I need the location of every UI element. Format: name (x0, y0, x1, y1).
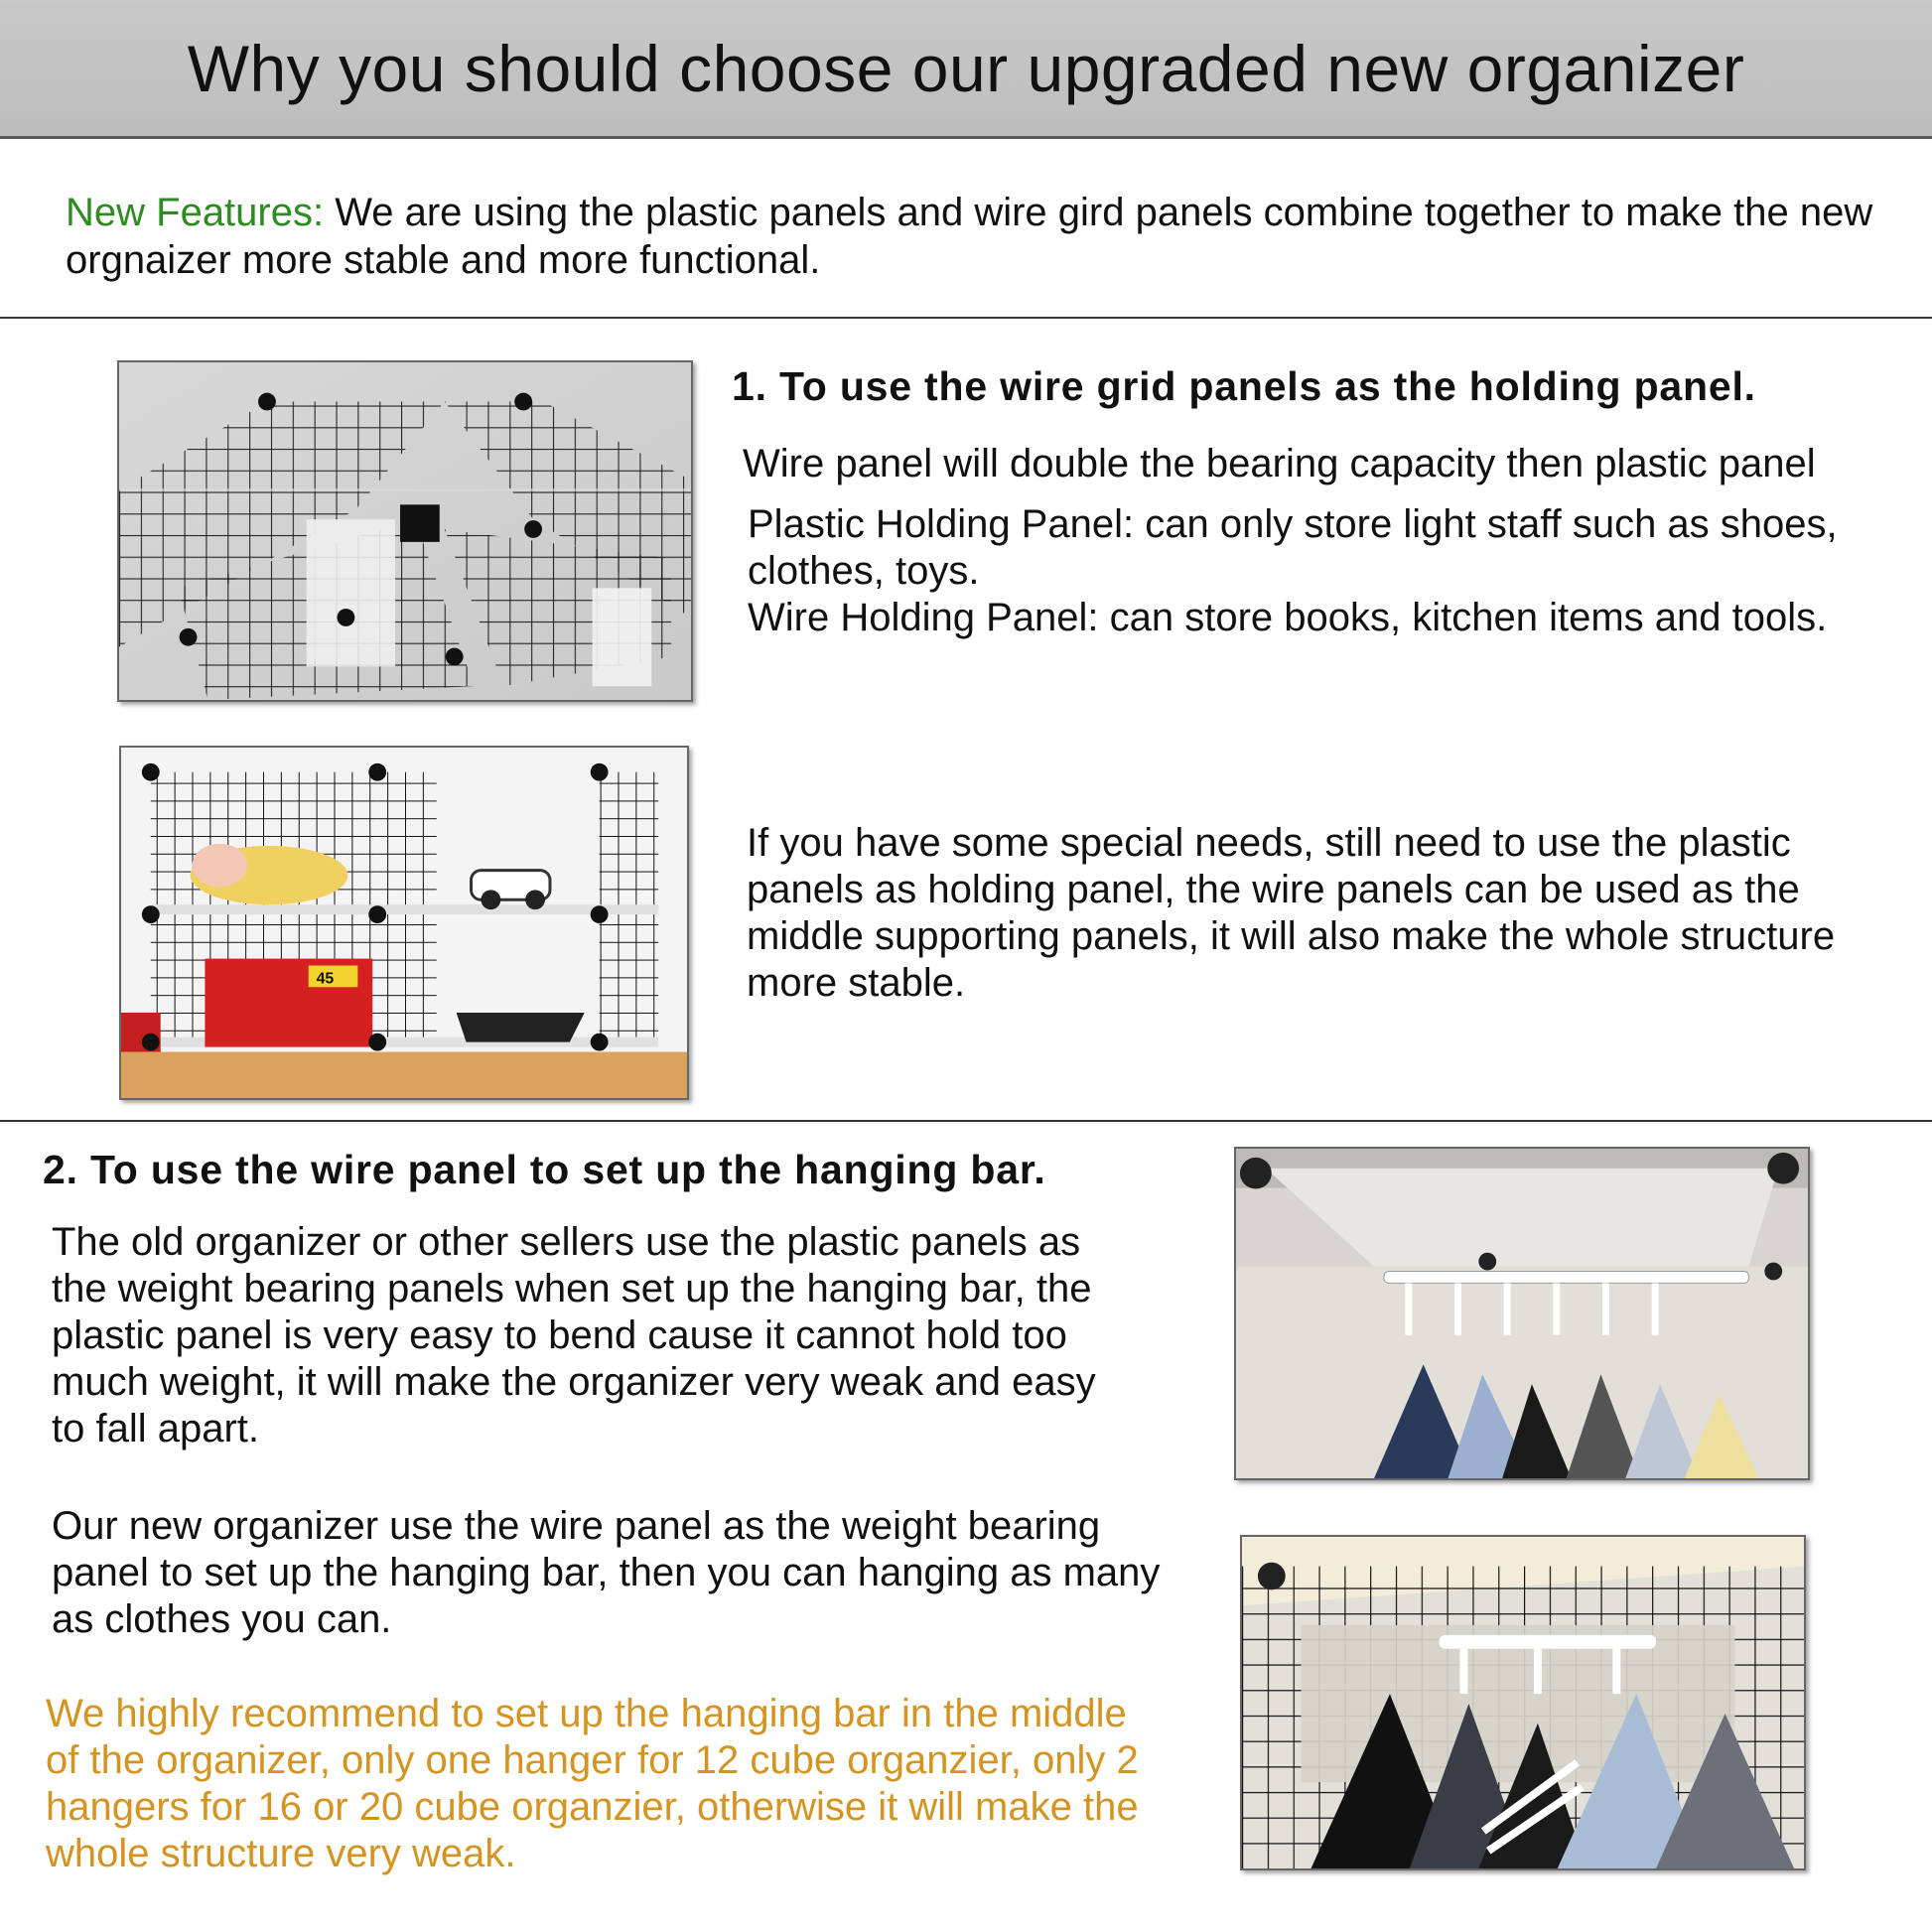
special-line: more stable. (747, 961, 966, 1005)
old-line: much weight, it will make the organizer very weak and easy (52, 1360, 1096, 1404)
section1-line: clothes, toys. (748, 549, 980, 593)
new-line: Our new organizer use the wire panel as the weight bearing (52, 1504, 1101, 1548)
new-features-label: New Features: (66, 191, 325, 234)
cube-shelf-illustration (121, 748, 687, 1098)
photo-wire-grid-shelves (117, 360, 693, 702)
section2-new-organizer-text (52, 1503, 1160, 1643)
photo-wire-hanging-bar (1240, 1535, 1806, 1870)
old-line: to fall apart. (52, 1407, 260, 1450)
section1-special-needs-text (747, 820, 1835, 1007)
section1-line: Wire panel will double the bearing capacity then plastic panel (743, 442, 1816, 485)
section2-old-organizer-text (52, 1219, 1096, 1452)
section1-heading: 1. To use the wire grid panels as the holding panel. (732, 363, 1756, 409)
recommend-line: whole structure very weak. (46, 1832, 516, 1875)
section2-recommendation-text (46, 1691, 1139, 1877)
section1-panel-types-text (748, 501, 1838, 641)
plastic-hanging-bar-illustration (1236, 1149, 1808, 1478)
box-label: 45 (316, 970, 335, 988)
new-line: as clothes you can. (52, 1597, 392, 1641)
divider-top (0, 317, 1932, 319)
recommend-line: hangers for 16 or 20 cube organzier, otherwise it will make the (46, 1785, 1139, 1829)
divider-middle (0, 1120, 1932, 1122)
wire-hanging-bar-illustration (1242, 1537, 1804, 1868)
photo-cube-shelf-with-toys (119, 746, 689, 1100)
section1-bearing-text (743, 441, 1816, 487)
wire-grid-illustration (119, 362, 691, 700)
photo-plastic-hanging-bar (1234, 1147, 1810, 1480)
section1-line: Wire Holding Panel: can store books, kitchen items and tools. (748, 596, 1828, 639)
title-banner (0, 0, 1932, 139)
recommend-line: of the organizer, only one hanger for 12 cube organzier, only 2 (46, 1738, 1139, 1782)
special-line: middle supporting panels, it will also make the whole structure (747, 914, 1836, 958)
section2-heading: 2. To use the wire panel to set up the hanging bar. (43, 1147, 1046, 1192)
special-line: If you have some special needs, still need to use the plastic (747, 821, 1791, 865)
section1-line: Plastic Holding Panel: can only store light staff such as shoes, (748, 502, 1838, 546)
old-line: plastic panel is very easy to bend cause it cannot hold too (52, 1313, 1067, 1357)
new-line: panel to set up the hanging bar, then you can hanging as many (52, 1551, 1161, 1594)
old-line: the weight bearing panels when set up the hanging bar, the (52, 1267, 1092, 1311)
page-title: Why you should choose our upgraded new organizer (187, 31, 1745, 105)
intro-paragraph (66, 189, 1892, 284)
recommend-line: We highly recommend to set up the hanging bar in the middle (46, 1692, 1127, 1735)
old-line: The old organizer or other sellers use the plastic panels as (52, 1220, 1081, 1264)
special-line: panels as holding panel, the wire panels can be used as the (747, 868, 1800, 911)
intro-text: We are using the plastic panels and wire gird panels combine together to make the new orgnaizer more stable and more functional. (66, 191, 1873, 282)
